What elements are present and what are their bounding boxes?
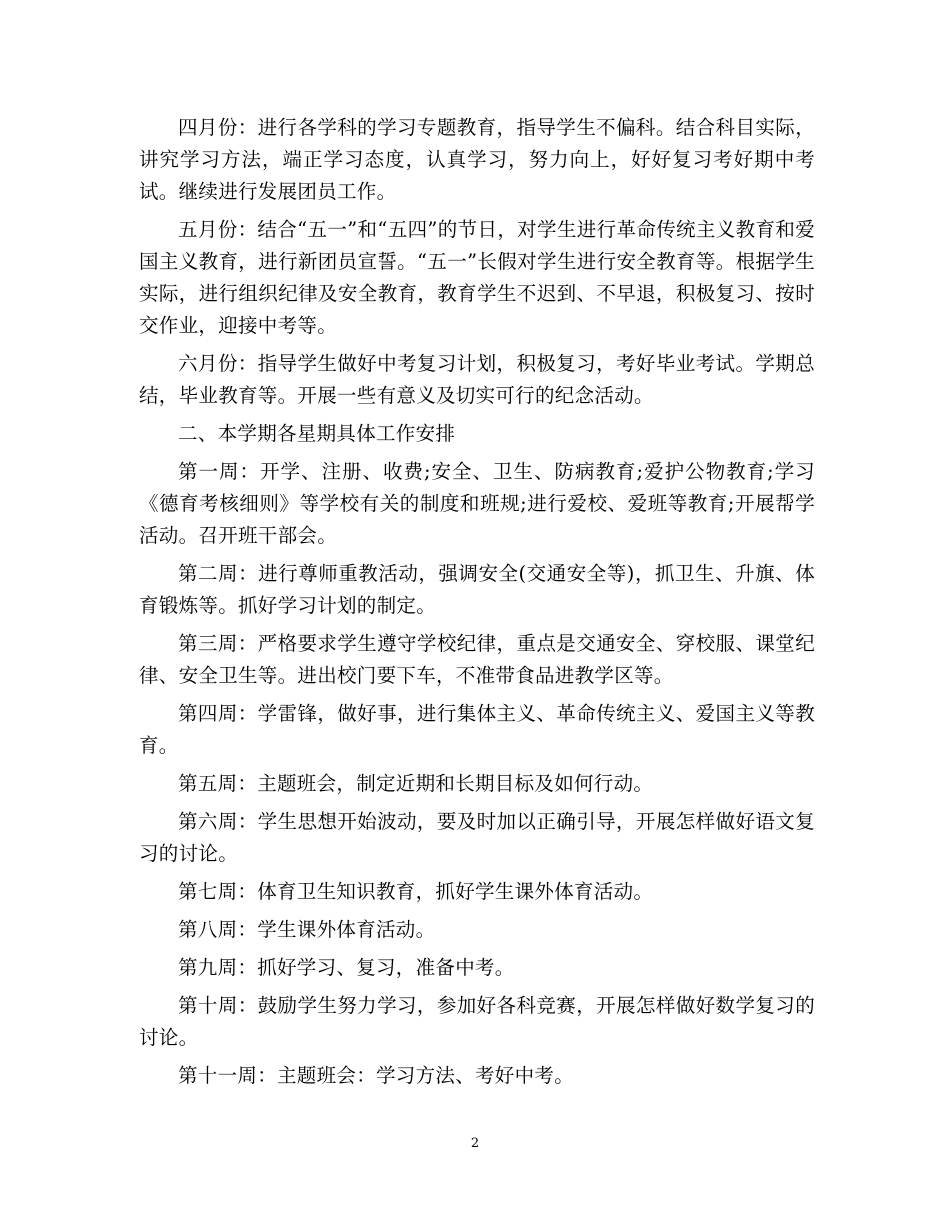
paragraph-week-8: 第八周：学生课外体育活动。	[178, 918, 436, 941]
paragraph-week-6: 第六周：学生思想开始波动，要及时加以正确引导，开展怎样做好语文复习的讨论。	[139, 810, 815, 865]
paragraph-week-7: 第七周：体育卫生知识教育，抓好学生课外体育活动。	[178, 880, 654, 903]
page-number: 2	[470, 1136, 480, 1151]
document-body	[139, 112, 815, 1098]
paragraph-april: 四月份：进行各学科的学习专题教育，指导学生不偏科。结合科目实际，讲究学习方法，端正学习态度，认真学习，努力向上，好好复习考好期中考试。继续进行发展团员工作。	[139, 116, 815, 203]
paragraph-week-5: 第五周：主题班会，制定近期和长期目标及如何行动。	[178, 772, 654, 795]
paragraph-week-11: 第十一周：主题班会：学习方法、考好中考。	[178, 1064, 575, 1087]
section-heading-weekly-schedule: 二、本学期各星期具体工作安排	[178, 422, 456, 445]
paragraph-week-10: 第十周：鼓励学生努力学习，参加好各科竞赛，开展怎样做好数学复习的讨论。	[139, 994, 815, 1049]
paragraph-may: 五月份：结合“五一”和“五四”的节日，对学生进行革命传统主义教育和爱国主义教育，进行新团员宣誓。“五一”长假对学生进行安全教育等。根据学生实际，进行组织纪律及安全教育，教育学生不迟到、不早退，积极复习、按时交作业，迎接中考等。	[139, 218, 815, 337]
paragraph-week-2: 第二周：进行尊师重教活动，强调安全(交通安全等)，抓卫生、升旗、体育锻炼等。抓好学习计划的制定。	[139, 562, 815, 617]
paragraph-week-4: 第四周：学雷锋，做好事，进行集体主义、革命传统主义、爱国主义等教育。	[139, 702, 815, 757]
paragraph-week-9: 第九周：抓好学习、复习，准备中考。	[178, 956, 515, 979]
paragraph-week-1: 第一周：开学、注册、收费;安全、卫生、防病教育;爱护公物教育;学习《德育考核细则》等学校有关的制度和班规;进行爱校、爱班等教育;开展帮学活动。召开班干部会。	[139, 460, 815, 547]
paragraph-week-3: 第三周：严格要求学生遵守学校纪律，重点是交通安全、穿校服、课堂纪律、安全卫生等。进出校门要下车，不准带食品进教学区等。	[139, 632, 815, 687]
paragraph-june: 六月份：指导学生做好中考复习计划，积极复习，考好毕业考试。学期总结，毕业教育等。开展一些有意义及切实可行的纪念活动。	[139, 352, 815, 407]
